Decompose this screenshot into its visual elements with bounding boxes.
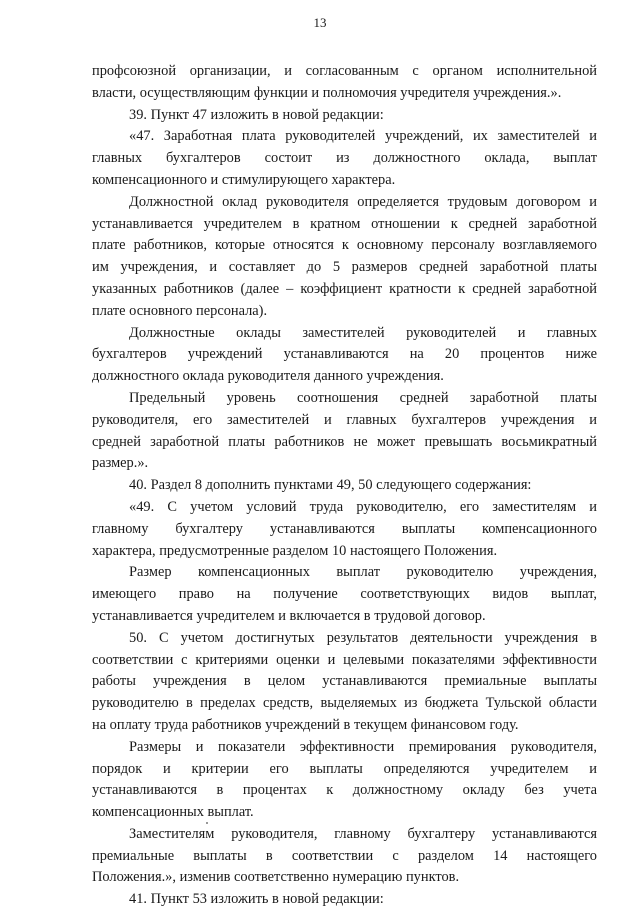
text-line: Должностной оклад руководителя определяется трудовым договором и — [129, 193, 597, 210]
text-line: главных бухгалтеров состоит из должностного оклада, выплат — [92, 150, 597, 167]
text-line: средней заработной платы работников не может превышать восьмикратный — [92, 433, 597, 450]
text-line: устанавливается учредителем и включается в трудовой договор. — [92, 607, 486, 624]
text-line: Заместителям руководителя, главному бухгалтеру устанавливаются — [129, 825, 597, 842]
text-line: главному бухгалтеру устанавливаются выплаты компенсационного — [92, 520, 597, 537]
text-line: работы учреждения в целом устанавливаются премиальные выплаты — [92, 673, 597, 690]
page-number: 13 — [313, 15, 327, 30]
text-line: профсоюзной организации, и согласованным с органом исполнительной — [92, 63, 597, 79]
scan-speck — [206, 822, 208, 824]
text-line: им учреждения, и составляет до 5 размеров средней заработной платы — [92, 259, 597, 276]
text-line: Размеры и показатели эффективности премирования руководителя, — [129, 738, 597, 755]
text-line: Должностные оклады заместителей руководителей и главных — [129, 324, 597, 341]
text-line: «49. С учетом условий труда руководителю, его заместителям и — [129, 498, 597, 515]
text-line: порядок и критерии его выплаты определяются учредителем и — [92, 760, 597, 777]
text-line: размер.». — [92, 455, 149, 472]
text-line: «47. Заработная плата руководителей учреждений, их заместителей и — [129, 128, 597, 145]
text-line: руководителя, его заместителей и главных бухгалтеров учреждения и — [92, 411, 597, 428]
text-line: соответствии с критериями оценки и целевыми показателями эффективности — [92, 651, 597, 668]
text-line: имеющего право на получение соответствующих видов выплат, — [92, 586, 597, 603]
text-line: 40. Раздел 8 дополнить пунктами 49, 50 следующего содержания: — [129, 477, 532, 494]
text-line: Положения.», изменив соответственно нумерацию пунктов. — [92, 869, 460, 886]
text-line: характера, предусмотренные разделом 10 настоящего Положения. — [92, 542, 498, 559]
text-line: Предельный уровень соотношения средней заработной платы — [129, 389, 597, 406]
text-line: должностного оклада руководителя данного учреждения. — [92, 368, 444, 385]
text-line: руководителю в пределах средств, выделяемых из бюджета Тульской области — [92, 695, 597, 712]
text-line: на оплату труда работников учреждений в текущем финансовом году. — [92, 716, 519, 733]
text-line: компенсационных выплат. — [92, 804, 254, 821]
document-body — [92, 61, 597, 911]
text-line: премиальные выплаты в соответствии с разделом 14 настоящего — [92, 847, 597, 864]
text-line: плате основного персонала). — [92, 302, 268, 319]
text-line: 39. Пункт 47 изложить в новой редакции: — [129, 106, 384, 123]
text-line: Размер компенсационных выплат руководителю учреждения, — [129, 564, 597, 581]
text-line: власти, осуществляющим функции и полномочия учредителя учреждения.». — [92, 84, 562, 101]
text-line: бухгалтеров учреждений устанавливаются на 20 процентов ниже — [92, 346, 597, 363]
text-line: плате работников, которые относятся к основному персоналу возглавляемого — [92, 237, 597, 254]
text-line: 50. С учетом достигнутых результатов деятельности учреждения в — [129, 629, 597, 646]
text-line: указанных работников (далее – коэффициент кратности к средней заработной — [92, 280, 597, 297]
text-line: устанавливаются в процентах к должностному окладу без учета — [92, 782, 597, 799]
text-line: 41. Пункт 53 изложить в новой редакции: — [129, 891, 384, 908]
text-line: компенсационного и стимулирующего характера. — [92, 171, 396, 188]
text-line: устанавливается учредителем в кратном отношении к средней заработной — [92, 215, 597, 232]
